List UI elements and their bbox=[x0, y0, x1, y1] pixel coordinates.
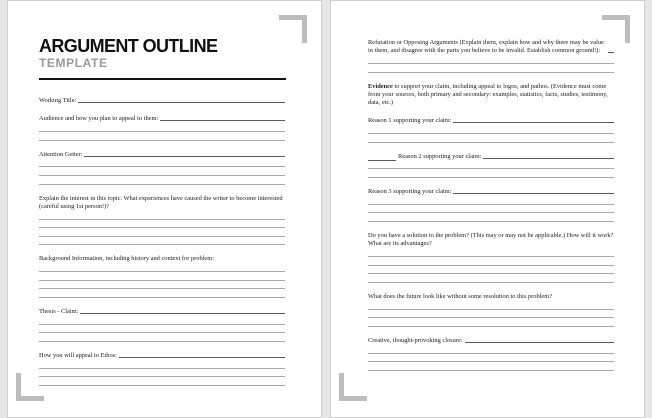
writing-line[interactable] bbox=[39, 333, 285, 342]
write-in-blank[interactable] bbox=[453, 193, 614, 194]
outline-section bbox=[368, 337, 614, 371]
writing-line[interactable] bbox=[368, 248, 614, 257]
corner-bracket-icon bbox=[279, 15, 307, 43]
writing-line[interactable] bbox=[368, 266, 614, 275]
corner-bracket-icon bbox=[339, 373, 367, 401]
section-label bbox=[39, 151, 285, 159]
writing-line[interactable] bbox=[368, 213, 614, 222]
section-label-text: How you will appeal to Ethos: bbox=[39, 351, 117, 359]
writing-line[interactable] bbox=[39, 316, 285, 325]
writing-line[interactable] bbox=[39, 176, 285, 185]
writing-line[interactable] bbox=[368, 134, 614, 143]
outline-section bbox=[368, 39, 614, 73]
section-label bbox=[368, 83, 614, 108]
writing-line[interactable] bbox=[39, 369, 285, 378]
writing-line[interactable] bbox=[39, 237, 285, 246]
writing-line[interactable] bbox=[368, 274, 614, 283]
section-label-text: Creative, thought-provoking closure: bbox=[368, 336, 463, 344]
writing-line[interactable] bbox=[39, 123, 285, 132]
section-label-text bbox=[368, 83, 608, 106]
section-label bbox=[368, 39, 614, 55]
writing-line[interactable] bbox=[368, 125, 614, 134]
section-label bbox=[39, 308, 285, 316]
right-page bbox=[330, 0, 645, 418]
outline-section bbox=[368, 293, 614, 327]
section-label-text: Do you have a solution to the problem? (This may or may not be applicable.) How will it work? What are its advantages? bbox=[368, 231, 614, 248]
section-label-text: Background Information, including history and context for problem: bbox=[39, 255, 214, 263]
write-in-blank[interactable] bbox=[119, 357, 285, 358]
section-label bbox=[368, 117, 614, 125]
left-page bbox=[7, 0, 322, 418]
writing-line[interactable] bbox=[39, 228, 285, 237]
outline-section bbox=[368, 232, 614, 283]
writing-line[interactable] bbox=[39, 377, 285, 386]
writing-line[interactable] bbox=[368, 64, 614, 73]
section-label-text: Audience and how you plan to appeal to them: bbox=[39, 115, 159, 123]
section-label-text: What does the future look like without some resolution to this problem? bbox=[368, 292, 553, 300]
write-in-blank[interactable] bbox=[84, 156, 285, 157]
writing-line[interactable] bbox=[368, 169, 614, 178]
writing-line[interactable] bbox=[368, 196, 614, 205]
writing-line[interactable] bbox=[368, 310, 614, 319]
writing-line[interactable] bbox=[368, 354, 614, 363]
section-label bbox=[39, 115, 285, 123]
write-in-blank[interactable] bbox=[368, 160, 396, 161]
section-label bbox=[39, 255, 285, 263]
outline-section bbox=[39, 308, 285, 342]
section-label-text: Attention Getter: bbox=[39, 150, 83, 158]
writing-line[interactable] bbox=[39, 132, 285, 141]
writing-line[interactable] bbox=[368, 55, 614, 64]
left-outline-sections bbox=[39, 97, 285, 396]
right-outline-sections bbox=[368, 39, 614, 381]
section-label bbox=[39, 97, 285, 105]
section-label-rest: to support your claim, including appeal to logos, and pathos. (Evidence must come from your sources, both primary and secondary: examples, statistics, facts, studies, testimony, data, etc.) bbox=[368, 82, 608, 106]
writing-line[interactable] bbox=[368, 301, 614, 310]
writing-line[interactable] bbox=[39, 325, 285, 334]
section-label-text: Working Title: bbox=[39, 97, 77, 104]
outline-section bbox=[39, 97, 285, 105]
outline-section bbox=[39, 195, 285, 246]
write-in-blank[interactable] bbox=[78, 102, 285, 103]
outline-section bbox=[368, 153, 614, 178]
outline-section bbox=[39, 352, 285, 386]
section-label bbox=[368, 293, 614, 301]
section-label bbox=[368, 232, 614, 248]
writing-line[interactable] bbox=[39, 272, 285, 281]
writing-line[interactable] bbox=[368, 205, 614, 214]
section-label-text: Thesis - Claim: bbox=[39, 307, 79, 315]
section-label-text: Reason 1 supporting your claim: bbox=[368, 117, 452, 125]
writing-line[interactable] bbox=[39, 159, 285, 168]
writing-line[interactable] bbox=[39, 167, 285, 176]
outline-section bbox=[39, 115, 285, 140]
write-in-blank[interactable] bbox=[80, 313, 285, 314]
write-in-blank[interactable] bbox=[160, 120, 285, 121]
writing-line[interactable] bbox=[368, 161, 614, 170]
writing-line[interactable] bbox=[39, 220, 285, 229]
section-label bbox=[39, 195, 285, 211]
writing-line[interactable] bbox=[39, 211, 285, 220]
section-label-text: Reason 3 supporting your claim: bbox=[368, 187, 452, 195]
writing-line[interactable] bbox=[368, 318, 614, 327]
document-subtitle: TEMPLATE bbox=[39, 56, 108, 70]
outline-section bbox=[368, 188, 614, 222]
section-label bbox=[368, 153, 614, 161]
write-in-blank[interactable] bbox=[453, 122, 614, 123]
section-label-emphasis: Evidence bbox=[368, 82, 393, 90]
write-in-blank[interactable] bbox=[608, 52, 614, 53]
writing-line[interactable] bbox=[39, 289, 285, 298]
writing-line[interactable] bbox=[368, 362, 614, 371]
outline-section bbox=[39, 151, 285, 185]
section-label-text: Refutation or Opposing Arguments (Explain them, explain how and why there may be value in them, and disagree with the parts you believe to be invalid. Establish common ground!): bbox=[368, 39, 604, 55]
title-divider bbox=[39, 78, 286, 80]
section-label-text: Reason 2 supporting your claim: bbox=[398, 152, 482, 160]
outline-section bbox=[368, 117, 614, 142]
section-label bbox=[368, 188, 614, 196]
section-label bbox=[39, 352, 285, 360]
writing-line[interactable] bbox=[368, 345, 614, 354]
section-label-text: Explain the interest in this topic. What experiences have caused the writer to become interested (careful using 1st person!)? bbox=[39, 194, 283, 210]
writing-line[interactable] bbox=[368, 257, 614, 266]
write-in-blank[interactable] bbox=[483, 158, 614, 159]
section-label bbox=[368, 337, 614, 345]
outline-section bbox=[39, 255, 285, 298]
writing-line[interactable] bbox=[39, 360, 285, 369]
write-in-blank[interactable] bbox=[465, 342, 614, 343]
writing-line[interactable] bbox=[39, 281, 285, 290]
outline-section bbox=[368, 83, 614, 108]
document-title: ARGUMENT OUTLINE bbox=[39, 36, 218, 56]
writing-line[interactable] bbox=[39, 264, 285, 273]
